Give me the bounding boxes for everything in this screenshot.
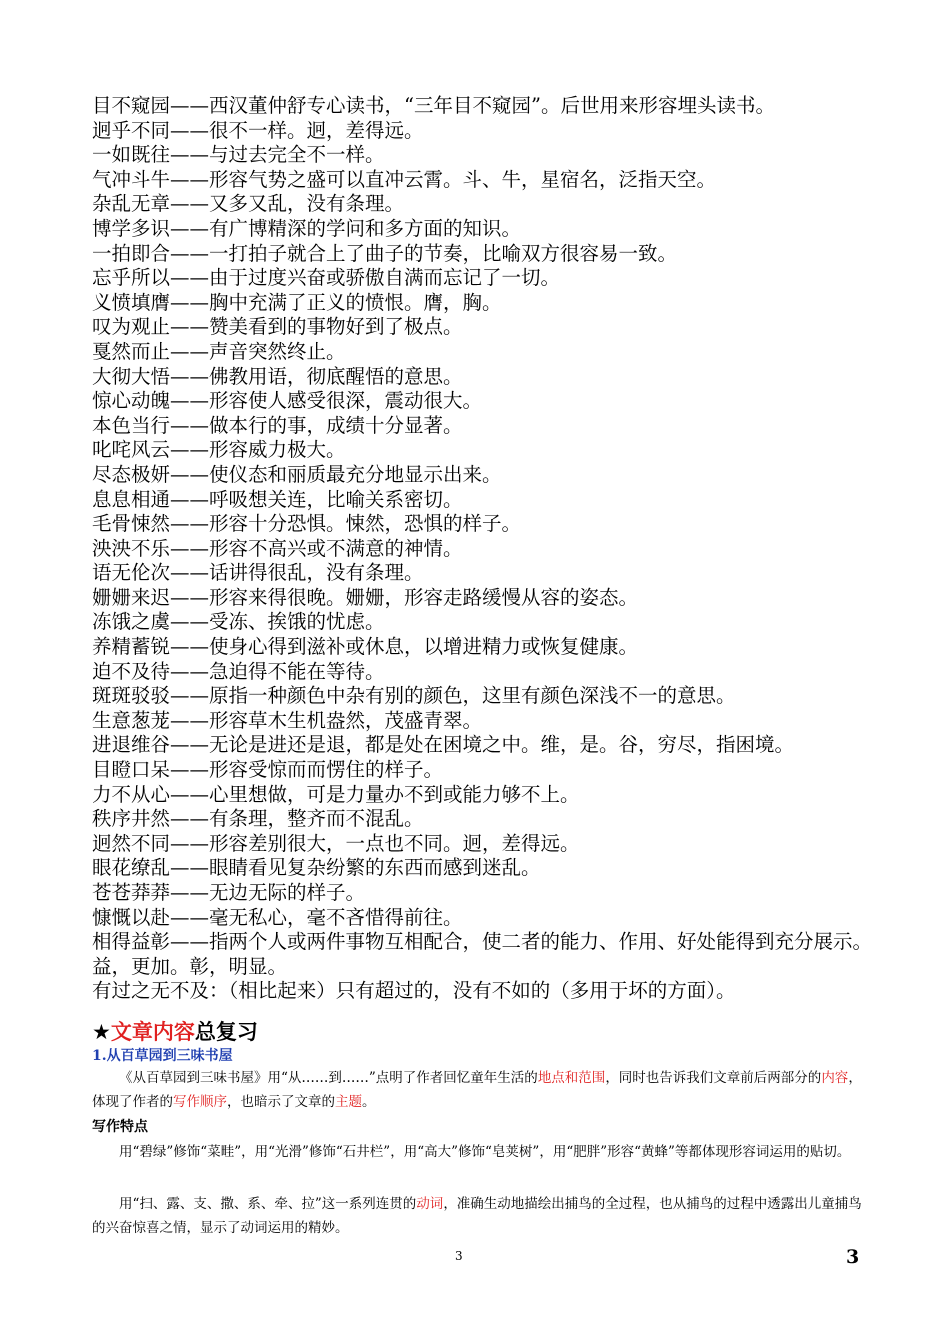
idiom-line: 尽态极妍——使仪态和丽质最充分地显示出来。: [92, 462, 502, 486]
idiom-line: 慷慨以赴——毫无私心，毫不吝惜得前往。: [92, 905, 463, 929]
intro-paragraph: [92, 1066, 862, 1114]
idiom-line: 气冲斗牛——形容气势之盛可以直冲云霄。斗、牛，星宿名，泛指天空。: [92, 167, 717, 191]
idiom-line: 大彻大悟——佛教用语，彻底醒悟的意思。: [92, 364, 463, 388]
idiom-line: 养精蓄锐——使身心得到滋补或休息，以增进精力或恢复健康。: [92, 635, 639, 659]
heading-black-text: 总复习: [194, 1020, 258, 1044]
idiom-line: 迥然不同——形容差别很大，一点也不同。迥，差得远。: [92, 831, 580, 855]
idiom-line: 冻饿之虞——受冻、挨饿的忧虑。: [92, 610, 385, 634]
page-number-corner: 3: [846, 1246, 860, 1268]
idiom-line: 博学多识——有广博精深的学问和多方面的知识。: [92, 216, 522, 240]
text-run: 用“扫、露、支、撒、系、牵、拉”这一系列连贯的: [119, 1196, 417, 1212]
highlight-text: 地点和范围: [537, 1070, 606, 1086]
idiom-line: 泱泱不乐——形容不高兴或不满意的神情。: [92, 536, 463, 560]
idiom-line: 力不从心——心里想做，可是力量办不到或能力够不上。: [92, 782, 580, 806]
highlight-text: 内容: [821, 1070, 849, 1086]
idiom-line: 相得益彰——指两个人或两件事物互相配合，使二者的能力、作用、好处能得到充分展示。益，更加。彰，明显。: [92, 930, 873, 978]
text-run: ，同时也告诉我们文章前后两部分的: [605, 1070, 822, 1086]
idiom-line: 叱咤风云——形容威力极大。: [92, 438, 346, 462]
idiom-line: 义愤填膺——胸中充满了正义的愤恨。膺，胸。: [92, 290, 502, 314]
idiom-line: 息息相通——呼吸想关连，比喻关系密切。: [92, 487, 463, 511]
idiom-line: 苍苍莽莽——无边无际的样子。: [92, 881, 366, 904]
idiom-line: 一拍即合——一打拍子就合上了曲子的节奏，比喻双方很容易一致。: [92, 241, 678, 265]
idiom-line: 惊心动魄——形容使人感受很深，震动很大。: [92, 389, 483, 413]
verb-paragraph: [92, 1192, 862, 1240]
idiom-line: 迫不及待——急迫得不能在等待。: [92, 659, 385, 683]
idiom-line: 姗姗来迟——形容来得很晚。姗姗，形容走路缓慢从容的姿态。: [92, 585, 639, 609]
section-heading: [92, 1018, 258, 1046]
idiom-line: 眼花缭乱——眼睛看见复杂纷繁的东西而感到迷乱。: [92, 856, 541, 880]
idiom-line: 生意葱茏——形容草木生机盎然，茂盛青翠。: [92, 708, 483, 732]
text-run: ，体现了作者的: [92, 1070, 862, 1110]
lesson-subheading: 1.从百草园到三味书屋: [92, 1048, 233, 1064]
idiom-line: 有过之无不及：（相比起来）只有超过的，没有不如的（多用于坏的方面）。: [92, 979, 736, 1003]
idiom-line: 叹为观止——赞美看到的事物好到了极点。: [92, 315, 463, 339]
highlight-text: 主题: [335, 1094, 362, 1110]
text-run: 《从百草园到三味书屋》用“从……到……”点明了作者回忆童年生活的: [119, 1070, 538, 1086]
text-run: 。: [362, 1094, 376, 1110]
highlight-text: 动词: [416, 1196, 444, 1212]
page-number-footer: 3: [455, 1249, 463, 1263]
idiom-line: 秩序井然——有条理，整齐而不混乱。: [92, 807, 424, 831]
idiom-line: 斑斑驳驳——原指一种颜色中杂有别的颜色，这里有颜色深浅不一的意思。: [92, 684, 736, 708]
idiom-line: 迥乎不同——很不一样。迥，差得远。: [92, 118, 424, 142]
text-run: ，也暗示了文章的: [227, 1094, 335, 1110]
idiom-line: 目不窥园——西汉董仲舒专心读书，“三年目不窥园”。后世用来形容埋头读书。: [92, 94, 775, 117]
writing-features-heading: 写作特点: [92, 1119, 148, 1135]
idiom-line: 一如既往——与过去完全不一样。: [92, 143, 385, 167]
idiom-line: 戛然而止——声音突然终止。: [92, 339, 346, 363]
idiom-line: 毛骨悚然——形容十分恐惧。悚然，恐惧的样子。: [92, 512, 522, 536]
text-run: ，准确生动地描绘出捕鸟的全过程，也从捕鸟的过程中透露出儿童捕鸟的兴奋惊喜之情，显示了动词运用的精妙。: [92, 1196, 862, 1236]
highlight-text: 写作顺序: [173, 1094, 227, 1110]
idiom-line: 本色当行——做本行的事，成绩十分显著。: [92, 413, 463, 437]
heading-red-text: 文章内容: [110, 1020, 195, 1044]
idiom-list: [92, 94, 882, 1004]
idiom-line: 语无伦次——话讲得很乱，没有条理。: [92, 561, 424, 585]
idiom-line: 忘乎所以——由于过度兴奋或骄傲自满而忘记了一切。: [92, 266, 561, 290]
idiom-line: 杂乱无章——又多又乱，没有条理。: [92, 192, 405, 216]
star-icon: ★: [92, 1020, 111, 1044]
idiom-line: 进退维谷——无论是进还是退，都是处在困境之中。维，是。谷，穷尽，指困境。: [92, 733, 795, 757]
idiom-line: 目瞪口呆——形容受惊而而愣住的样子。: [92, 758, 444, 782]
adjective-paragraph: 用“碧绿”修饰“菜畦”，用“光滑”修饰“石井栏”，用“高大”修饰“皂荚树”，用“肥胖”形容“黄蜂”等都体现形容词运用的贴切。: [119, 1144, 851, 1160]
